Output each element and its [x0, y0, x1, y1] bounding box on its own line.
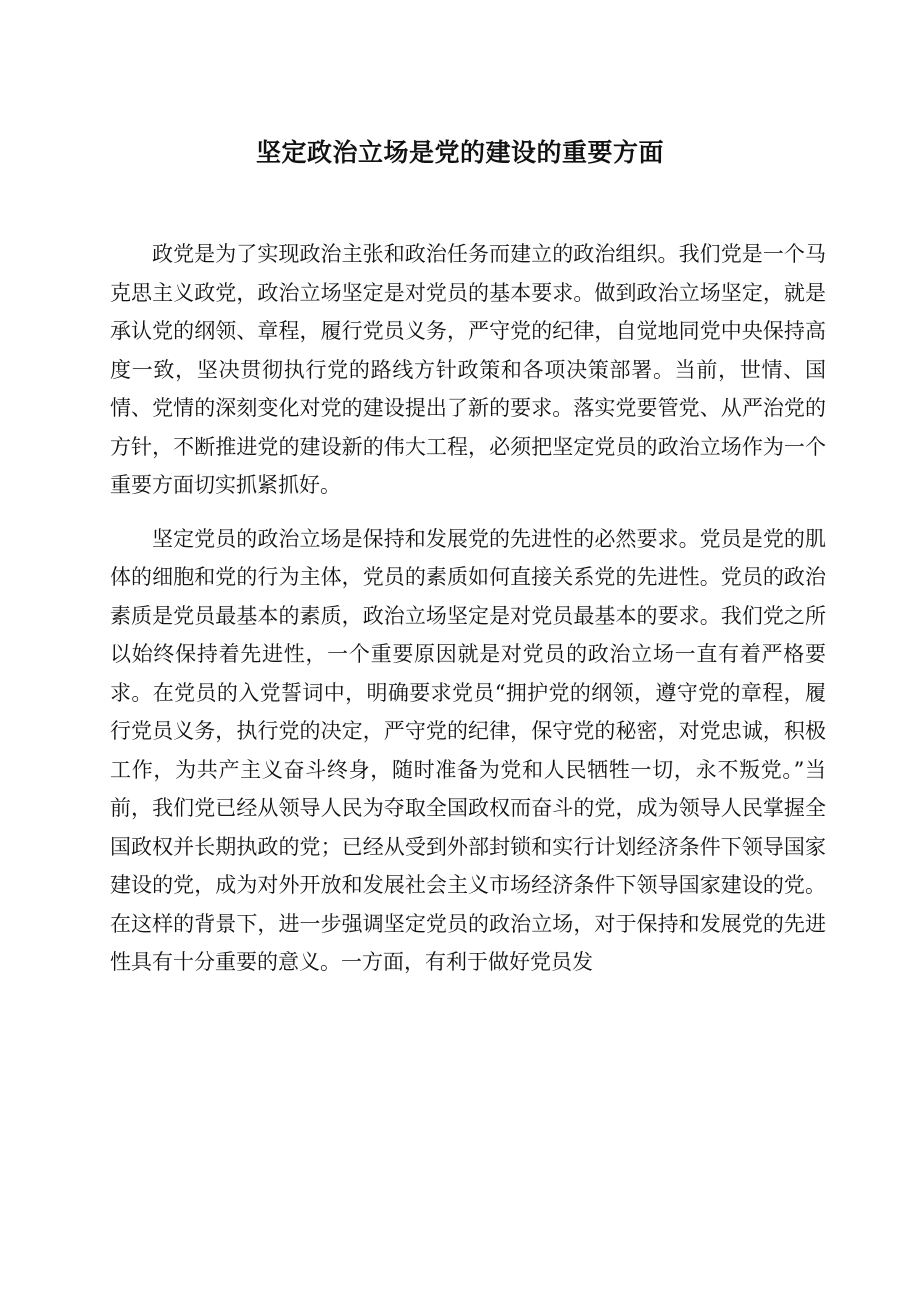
document-body	[110, 235, 826, 997]
paragraph-1: 政党是为了实现政治主张和政治任务而建立的政治组织。我们党是一个马克思主义政党，政治立场坚定是对党员的基本要求。做到政治立场坚定，就是承认党的纲领、章程，履行党员义务，严守党的纪律，自觉地同党中央保持高度一致，坚决贯彻执行党的路线方针政策和各项决策部署。当前，世情、国情、党情的深刻变化对党的建设提出了新的要求。落实党要管党、从严治党的方针，不断推进党的建设新的伟大工程，必须把坚定党员的政治立场作为一个重要方面切实抓紧抓好。	[110, 242, 826, 497]
document-title: 坚定政治立场是党的建设的重要方面	[255, 137, 664, 167]
paragraph-2: 坚定党员的政治立场是保持和发展党的先进性的必然要求。党员是党的肌体的细胞和党的行为主体，党员的素质如何直接关系党的先进性。党员的政治素质是党员最基本的素质，政治立场坚定是对党员最基本的要求。我们党之所以始终保持着先进性，一个重要原因就是对党员的政治立场一直有着严格要求。在党员的入党誓词中，明确要求党员“拥护党的纲领，遵守党的章程，履行党员义务，执行党的决定，严守党的纪律，保守党的秘密，对党忠诚，积极工作，为共产主义奋斗终身，随时准备为党和人民牺牲一切，永不叛党。”当前，我们党已经从领导人民为夺取全国政权而奋斗的党，成为领导人民掌握全国政权并长期执政的党；已经从受到外部封锁和实行计划经济条件下领导国家建设的党，成为对外开放和发展社会主义市场经济条件下领导国家建设的党。在这样的背景下，进一步强调坚定党员的政治立场，对于保持和发展党的先进性具有十分重要的意义。一方面，有利于做好党员发	[110, 526, 826, 974]
